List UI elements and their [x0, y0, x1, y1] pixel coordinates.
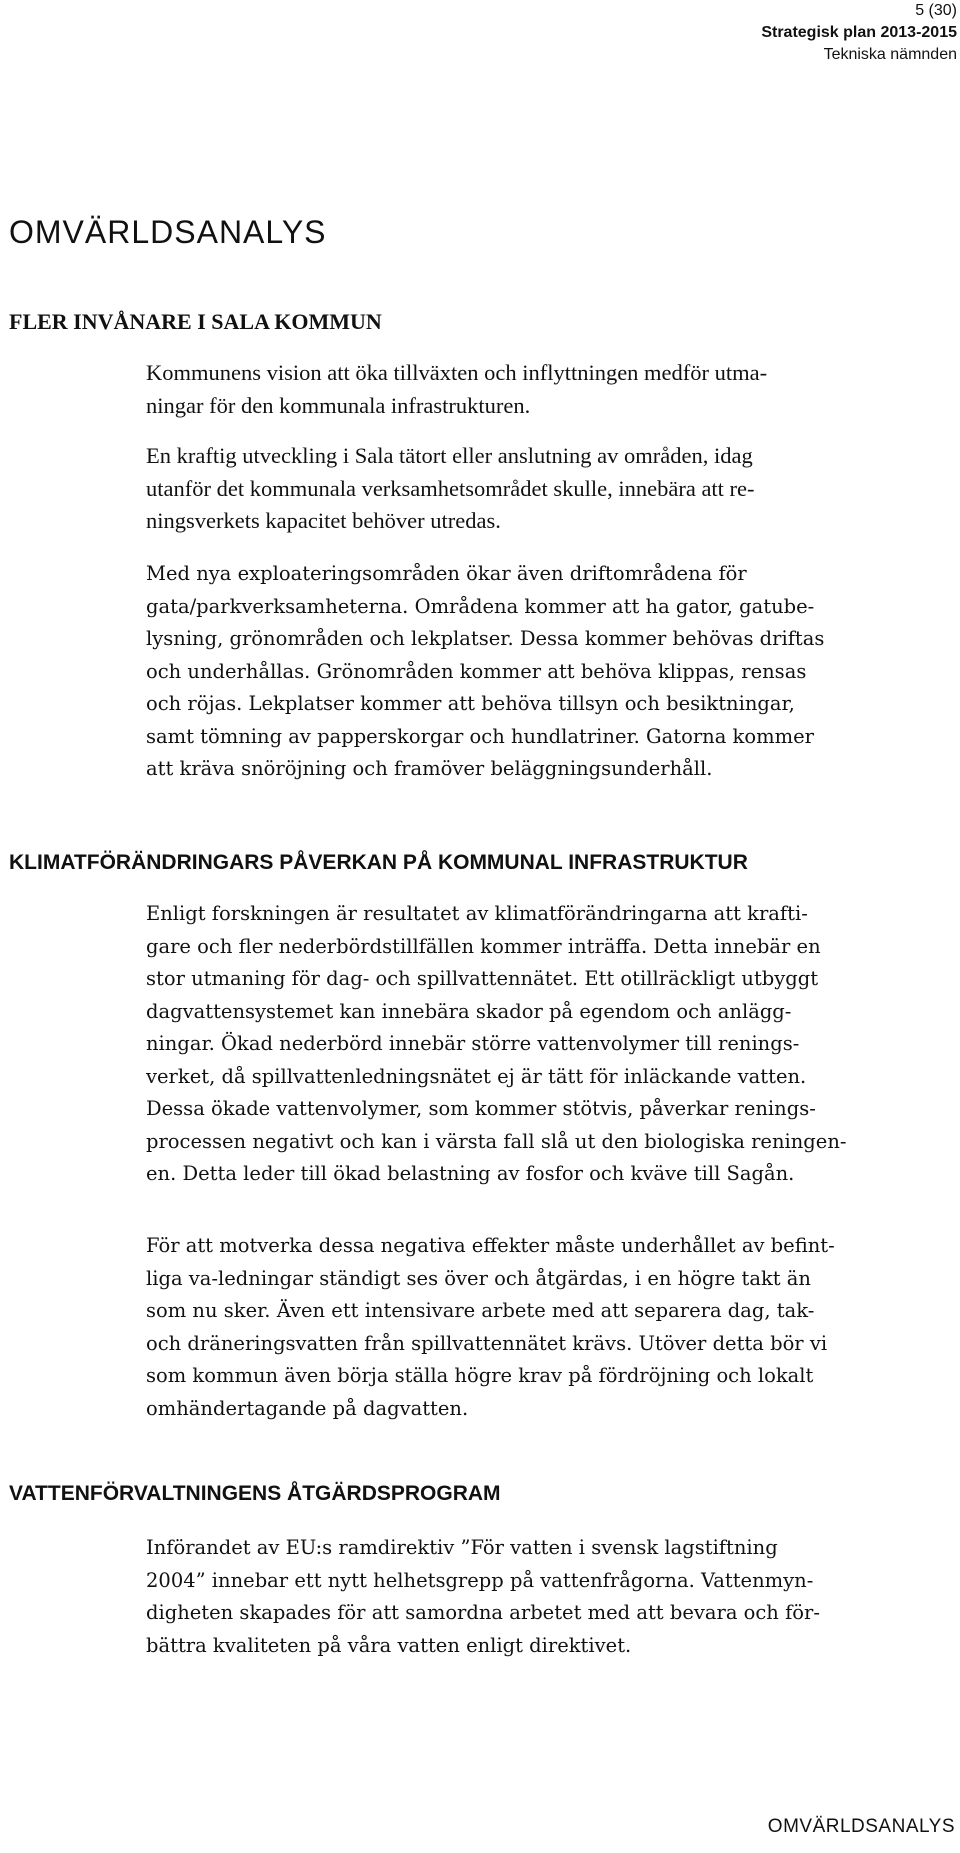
section-heading-vattenforvaltning: VATTENFÖRVALTNINGENS ÅTGÄRDSPROGRAM	[9, 1482, 501, 1505]
text-line: omhändertagande på dagvatten.	[146, 1396, 469, 1420]
text-line: en. Detta leder till ökad belastning av fosfor och kväve till Sagån.	[146, 1162, 795, 1185]
text-line: samt tömning av papperskorgar och hundlatriner. Gatorna kommer	[146, 724, 814, 748]
text-line: som kommun även börja ställa högre krav på fördröjning och lokalt	[146, 1364, 814, 1387]
text-line: och röjas. Lekplatser kommer att behöva tillsyn och besiktningar,	[146, 692, 795, 715]
page-number: 5 (30)	[915, 2, 957, 19]
paragraph	[146, 1532, 936, 1662]
text-line: gata/parkverksamheterna. Områdena kommer att ha gator, gatube-	[146, 594, 815, 618]
text-line: ningar för den kommunala infrastrukturen.	[146, 392, 531, 418]
text-line: stor utmaning för dag- och spillvattennätet. Ett otillräckligt utbyggt	[146, 967, 819, 990]
section-heading-klimatforandringar: KLIMATFÖRÄNDRINGARS PÅVERKAN PÅ KOMMUNAL INFRASTRUKTUR	[9, 851, 748, 874]
text-line: gare och fler nederbördstillfällen kommer inträffa. Detta innebär en	[146, 934, 821, 958]
section-heading-fler-invanare: FLER INVÅNARE I SALA KOMMUN	[9, 309, 382, 334]
text-line: som nu sker. Även ett intensivare arbete med att separera dag, tak-	[146, 1299, 815, 1322]
text-line: liga va-ledningar ständigt ses över och åtgärdas, i en högre takt än	[146, 1266, 811, 1290]
text-line: Med nya exploateringsområden ökar även driftområdena för	[146, 562, 747, 585]
text-line: verket, då spillvattenledningsnätet ej är tätt för inläckande vatten.	[146, 1064, 807, 1088]
text-line: 2004” innebar ett nytt helhetsgrepp på vattenfrågorna. Vattenmyn-	[146, 1568, 814, 1592]
paragraph	[146, 357, 936, 422]
department-name: Tekniska nämnden	[823, 46, 957, 63]
text-line: En kraftig utveckling i Sala tätort eller anslutning av områden, idag	[146, 443, 753, 468]
text-line: och dräneringsvatten från spillvattennätet krävs. Utöver detta bör vi	[146, 1331, 828, 1355]
text-line: Enligt forskningen är resultatet av klimatförändringarna att krafti-	[146, 902, 808, 925]
text-line: och underhållas. Grönområden kommer att behöva klippas, rensas	[146, 659, 807, 683]
plan-title: Strategisk plan 2013-2015	[761, 24, 957, 41]
text-line: digheten skapades för att samordna arbetet med att bevara och för-	[146, 1601, 820, 1624]
text-line: att kräva snöröjning och framöver beläggningsunderhåll.	[146, 757, 713, 780]
text-line: ningsverkets kapacitet behöver utredas.	[146, 508, 501, 533]
text-line: bättra kvaliteten på våra vatten enligt direktivet.	[146, 1633, 632, 1657]
text-line: lysning, grönområden och lekplatser. Dessa kommer behövas driftas	[146, 627, 825, 650]
text-line: dagvattensystemet kan innebära skador på egendom och anlägg-	[146, 999, 792, 1023]
text-line: ningar. Ökad nederbörd innebär större vattenvolymer till renings-	[146, 1032, 800, 1055]
paragraph	[146, 1230, 936, 1425]
paragraph	[146, 440, 936, 538]
page-header	[761, 0, 957, 66]
paragraph	[146, 898, 936, 1191]
page-footer: OMVÄRLDSANALYS	[767, 1816, 955, 1837]
text-line: Dessa ökade vattenvolymer, som kommer stötvis, påverkar renings-	[146, 1097, 816, 1120]
text-line: processen negativt och kan i värsta fall slå ut den biologiska reningen-	[146, 1129, 847, 1153]
text-line: utanför det kommunala verksamhetsområdet skulle, innebära att re-	[146, 475, 755, 501]
paragraph	[146, 558, 936, 786]
text-line: Kommunens vision att öka tillväxten och inflyttningen medför utma-	[146, 360, 768, 385]
page-title: OMVÄRLDSANALYS	[9, 214, 327, 250]
text-line: Införandet av EU:s ramdirektiv ”För vatten i svensk lagstiftning	[146, 1536, 778, 1559]
text-line: För att motverka dessa negativa effekter måste underhållet av befint-	[146, 1234, 835, 1257]
